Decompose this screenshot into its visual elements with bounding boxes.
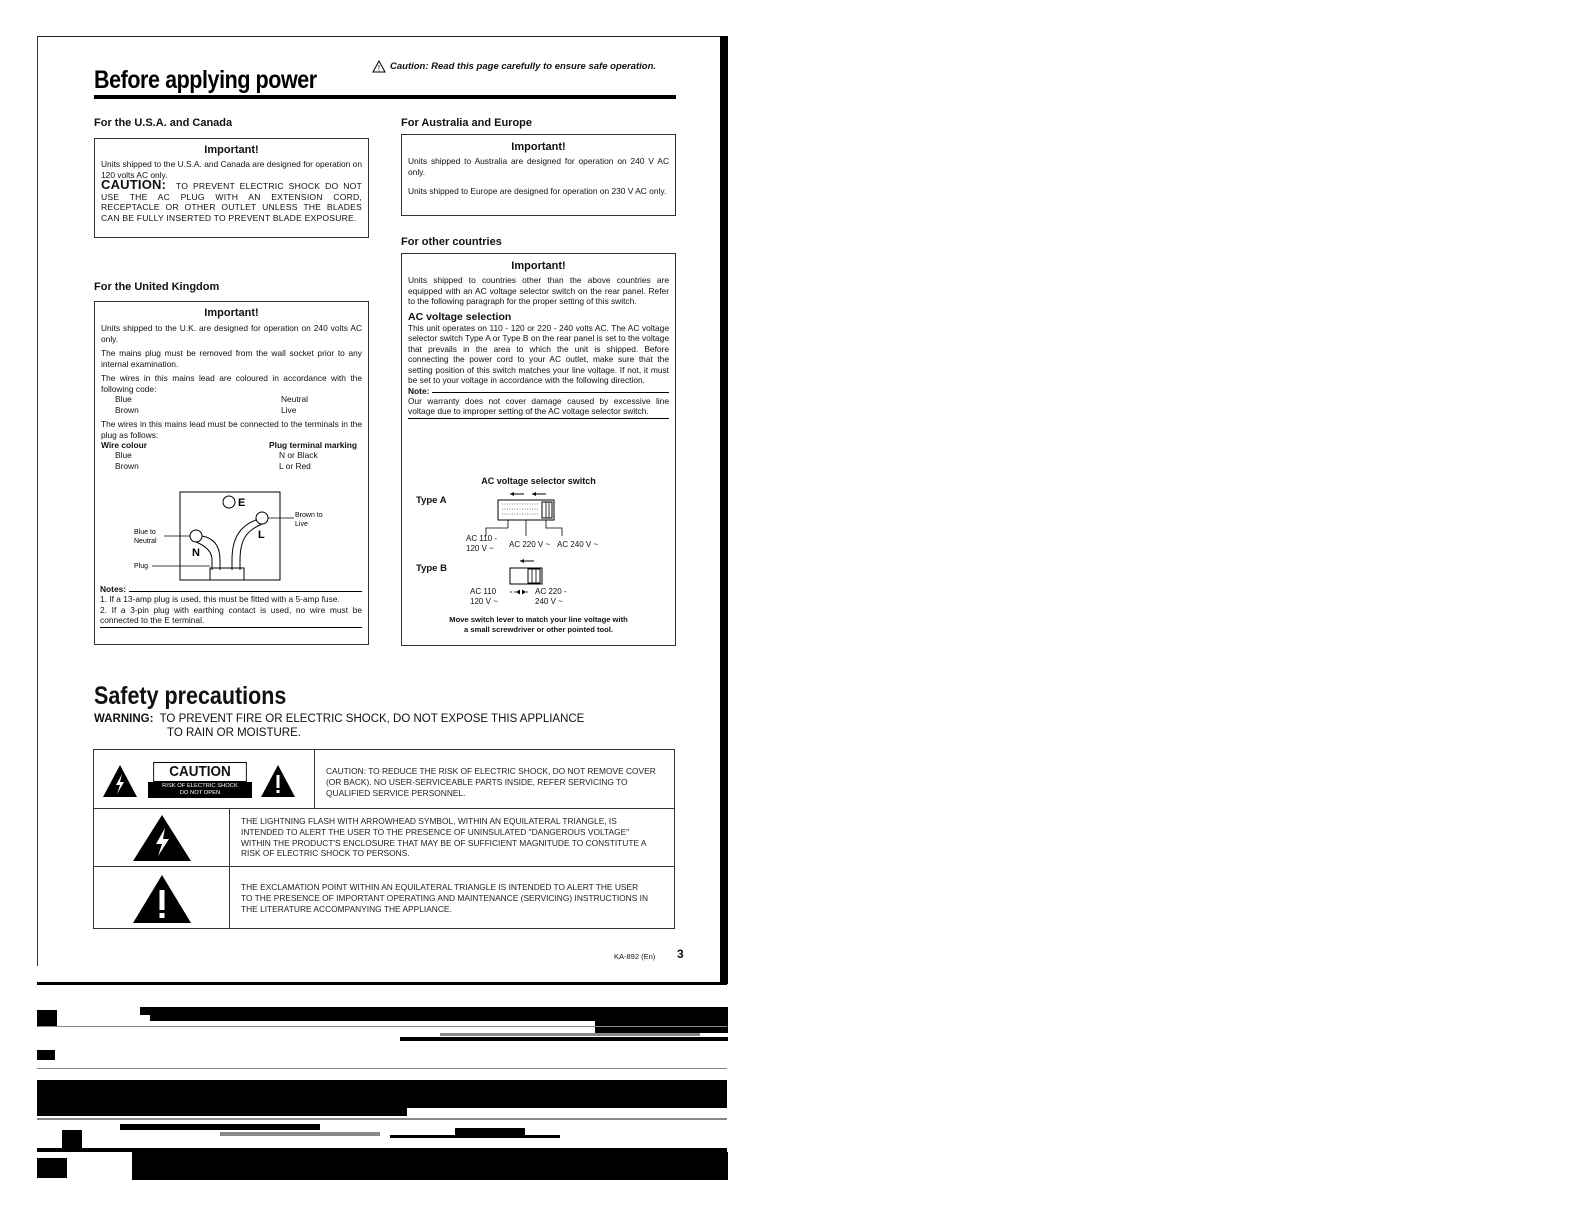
uk-plug-diagram xyxy=(128,490,338,585)
exclamation-triangle-icon xyxy=(260,764,296,798)
safety-title: Safety precautions xyxy=(94,682,287,710)
warning-triangle-icon xyxy=(372,60,386,73)
other-p2: This unit operates on 110 - 120 or 220 - 240 volts AC. The AC voltage selector switch Type A or Type B on the rear panel is set to the voltage that prevails in the area to which the unit is shipped. Before connecting the power cord to your AC outlet, make sure that the setting position of this switch matches your line voltage. If not, it must be set to your voltage in accordance with the following direction. xyxy=(408,322,669,385)
aus-important-title: Important! xyxy=(511,141,566,153)
uk-note-1: 1. If a 13-amp plug is used, this must be fitted with a 5-amp fuse. xyxy=(100,594,340,604)
page-number: 3 xyxy=(677,947,684,961)
aus-heading: For Australia and Europe xyxy=(401,117,533,129)
aus-important-box xyxy=(401,134,676,216)
caution-header xyxy=(372,60,678,73)
type-a-mid-label: AC 220 V ~ xyxy=(509,540,551,549)
other-note: Our warranty does not cover damage caused by excessive line voltage due to improper setting of the AC voltage selector switch. xyxy=(408,395,669,416)
page-border-top xyxy=(37,36,727,37)
page-border-right xyxy=(720,36,728,984)
brown-to-label: Brown to xyxy=(295,512,323,519)
uk-p2: The mains plug must be removed from the wall socket prior to any internal examination. xyxy=(101,348,362,369)
safety-symbols-table xyxy=(93,749,675,929)
live-label: Live xyxy=(295,521,308,528)
warning-word: WARNING: xyxy=(94,713,154,725)
uk-code-row: Brown Live xyxy=(115,404,297,415)
lightning-symbol-cell xyxy=(94,808,230,867)
row-2-text: THE LIGHTNING FLASH WITH ARROWHEAD SYMBOL, WITHIN AN EQUILATERAL TRIANGLE, IS INTENDED TO ALERT THE USER TO THE PRESENCE OF UNINSULATED "DANGEROUS VOLTAGE" WITHIN THE PRODUCT'S ENCLOSURE THAT MAY BE OF SUFFICIENT MAGNITUDE TO CONSTITUTE A RISK OF ELECTRIC SHOCK TO PERSONS. xyxy=(241,816,647,859)
aus-p1: Units shipped to Australia are designed for operation on 240 V AC only. xyxy=(408,156,669,177)
model-number: KA-892 (En) xyxy=(614,952,656,961)
usa-heading: For the U.S.A. and Canada xyxy=(94,117,233,129)
uk-code-row: Blue Neutral xyxy=(115,394,308,404)
plug-marking-header: Plug terminal marking xyxy=(269,440,357,450)
usa-text: Units shipped to the U.S.A. and Canada are designed for operation on 120 volts AC only. xyxy=(101,159,362,180)
other-note-heading: Note: xyxy=(408,385,430,396)
caution-label-risk: RISK OF ELECTRIC SHOCK xyxy=(162,783,238,789)
usa-important-title: Important! xyxy=(204,144,259,156)
page-title: Before applying power xyxy=(94,66,317,94)
other-important-title: Important! xyxy=(511,260,566,272)
other-heading: For other countries xyxy=(401,236,502,248)
row-1-text: CAUTION: TO REDUCE THE RISK OF ELECTRIC SHOCK, DO NOT REMOVE COVER (OR BACK). NO USER-SERVICEABLE PARTS INSIDE, REFER SERVICING TO QUALIFIED SERVICE PERSONNEL. xyxy=(326,766,656,798)
uk-p1: Units shipped to the U.K. are designed for operation on 240 volts AC only. xyxy=(101,323,362,344)
switch-title: AC voltage selector switch xyxy=(481,476,596,486)
wire-colour-header: Wire colour xyxy=(101,440,147,450)
caution-label-title: CAUTION xyxy=(153,762,247,782)
type-a-left-label: AC 110 - 120 V ~ xyxy=(466,534,497,553)
exclamation-triangle-large-icon xyxy=(132,874,192,924)
title-rule xyxy=(94,95,676,99)
uk-p4: The wires in this mains lead must be connected to the terminals in the plug as follows: xyxy=(101,419,362,440)
type-a-switch-diagram xyxy=(480,490,580,540)
row-3-text-cell xyxy=(229,866,674,928)
usa-caution-word: CAUTION: xyxy=(101,177,167,192)
caution-header-text: Caution: Read this page carefully to ensure safe operation. xyxy=(390,61,657,72)
other-p1: Units shipped to countries other than the above countries are equipped with an AC voltage selector switch on the rear panel. Refer to the following paragraph for the proper setting of this switch. xyxy=(408,275,669,306)
lightning-triangle-icon xyxy=(102,764,138,798)
row-2-text-cell xyxy=(229,808,674,867)
uk-notes xyxy=(100,584,362,628)
warning-line-1: TO PREVENT FIRE OR ELECTRIC SHOCK, DO NOT EXPOSE THIS APPLIANCE xyxy=(159,713,585,725)
warning-line-2: TO RAIN OR MOISTURE. xyxy=(167,727,301,739)
uk-notes-heading: Notes: xyxy=(100,584,127,594)
uk-heading: For the United Kingdom xyxy=(94,281,220,293)
usa-caution-text: TO PREVENT ELECTRIC SHOCK DO NOT USE THE AC PLUG WITH AN EXTENSION CORD, RECEPTACLE OR OTHER OUTLET UNLESS THE BLADES CAN BE FULLY INSERTED TO PREVENT BLADE EXPOSURE. xyxy=(101,181,362,223)
ac-voltage-heading: AC voltage selection xyxy=(408,310,512,323)
switch-caption: Move switch lever to match your line voltage with a small screwdriver or other pointed tool. xyxy=(449,615,628,634)
caution-label-cell xyxy=(94,750,315,809)
safety-warning xyxy=(94,712,584,740)
svg-text:!: ! xyxy=(377,64,381,73)
caution-label-open: DO NOT OPEN xyxy=(179,790,221,796)
usa-caution xyxy=(101,177,362,223)
terminal-n-label: N xyxy=(192,547,200,559)
exclamation-symbol-cell xyxy=(94,866,230,928)
lightning-triangle-large-icon xyxy=(132,814,192,862)
type-b-label: Type B xyxy=(416,563,447,574)
type-a-label: Type A xyxy=(416,495,447,506)
type-b-right-label: AC 220 - 240 V ~ xyxy=(535,587,567,606)
type-b-left-label: AC 110 120 V ~ xyxy=(470,587,498,606)
page-border-left xyxy=(37,36,38,966)
row-3-text: THE EXCLAMATION POINT WITHIN AN EQUILATERAL TRIANGLE IS INTENDED TO ALERT THE USER TO THE PRESENCE OF IMPORTANT OPERATING AND MAINTENANCE (SERVICING) INSTRUCTIONS IN THE LITERATURE ACCOMPANYING THE APPLIANCE. xyxy=(241,882,649,914)
uk-note-2: 2. If a 3-pin plug with earthing contact is used, no wire must be connected to the E terminal. xyxy=(100,604,362,625)
page-border-bottom xyxy=(37,982,727,985)
row-1-text-cell xyxy=(314,750,674,809)
plug-label: Plug xyxy=(134,563,149,570)
blue-to-label: Blue to xyxy=(134,529,156,536)
uk-term-row: Brown L or Red xyxy=(115,460,311,471)
type-b-switch-diagram xyxy=(500,558,560,586)
uk-p3: The wires in this mains lead are coloured in accordance with the following code: xyxy=(101,373,362,394)
uk-term-row: Blue N or Black xyxy=(115,450,318,460)
aus-p2: Units shipped to Europe are designed for operation on 230 V AC only. xyxy=(408,186,667,196)
terminal-l-label: L xyxy=(258,529,265,541)
caution-label xyxy=(148,762,252,800)
type-a-right-label: AC 240 V ~ xyxy=(557,540,599,549)
usa-important-box xyxy=(94,138,369,238)
neutral-label: Neutral xyxy=(134,538,157,545)
terminal-e-label: E xyxy=(238,497,246,509)
double-arrow-icon xyxy=(508,588,532,596)
uk-important-title: Important! xyxy=(204,307,259,319)
